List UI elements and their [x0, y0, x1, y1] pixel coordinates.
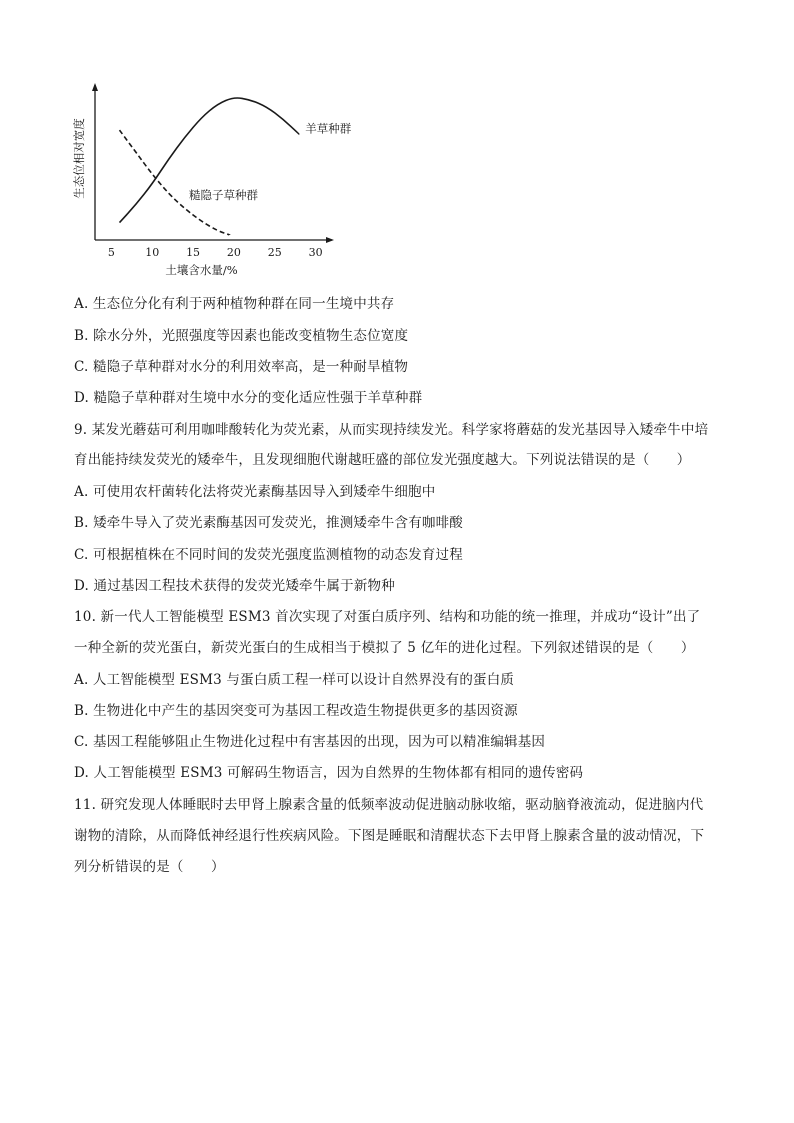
q8-option-b: B. 除水分外，光照强度等因素也能改变植物生态位宽度: [74, 328, 409, 344]
niche-width-chart: [60, 80, 360, 280]
x-tick-label: 15: [186, 246, 201, 259]
x-axis-label: 土壤含水量/%: [165, 263, 238, 277]
x-tick-label: 5: [107, 246, 115, 259]
x-tick-label: 25: [267, 246, 282, 259]
q8-option-c: C. 糙隐子草种群对水分的利用效率高，是一种耐旱植物: [74, 359, 409, 375]
series-line-leymus: [120, 98, 300, 223]
x-tick-label: 30: [308, 246, 323, 259]
q9-stem-line-2: 育出能持续发荧光的矮牵牛，且发现细胞代谢越旺盛的部位发光强度越大。下列说法错误的是（ ）: [74, 452, 691, 468]
q10-stem-line-2: 一种全新的荧光蛋白，新荧光蛋白的生成相当于模拟了 5 亿年的进化过程。下列叙述错误的是（ ）: [74, 640, 695, 656]
series-label-cleistogenes: 糙隐子草种群: [188, 188, 258, 203]
y-axis-label: 生态位相对宽度: [72, 118, 86, 199]
chart-labels: [72, 118, 352, 277]
q10-option-a: A. 人工智能模型 ESM3 与蛋白质工程一样可以设计自然界没有的蛋白质: [74, 672, 515, 688]
q10-option-b: B. 生物进化中产生的基因突变可为基因工程改造生物提供更多的基因资源: [74, 703, 518, 719]
q9-option-b: B. 矮牵牛导入了荧光素酶基因可发荧光，推测矮牵牛含有咖啡酸: [74, 515, 464, 531]
q9-option-a: A. 可使用农杆菌转化法将荧光素酶基因导入到矮牵牛细胞中: [74, 484, 436, 500]
q11-stem-line-2: 谢物的清除，从而降低神经退行性疾病风险。下图是睡眠和清醒状态下去甲肾上腺素含量的波动情况，下: [74, 828, 705, 844]
q10-option-d: D. 人工智能模型 ESM3 可解码生物语言，因为自然界的生物体都有相同的遗传密码: [74, 765, 584, 781]
q11-stem-line-1: 11. 研究发现人体睡眠时去甲肾上腺素含量的低频率波动促进脑动脉收缩，驱动脑脊液流动，促进脑内代: [74, 797, 704, 813]
series-label-leymus: 羊草种群: [305, 121, 352, 136]
q10-stem-line-1: 10. 新一代人工智能模型 ESM3 首次实现了对蛋白质序列、结构和功能的统一推理，并成功“设计”出了: [74, 609, 701, 625]
q10-option-c: C. 基因工程能够阻止生物进化过程中有害基因的出现，因为可以精准编辑基因: [74, 734, 546, 750]
q9-stem-line-1: 9. 某发光蘑菇可利用咖啡酸转化为荧光素，从而实现持续发光。科学家将蘑菇的发光基因导入矮牵牛中培: [74, 422, 709, 438]
y-axis-arrow: [92, 83, 98, 91]
q8-option-d: D. 糙隐子草种群对生境中水分的变化适应性强于羊草种群: [74, 390, 423, 406]
chart-marks: [120, 98, 300, 235]
x-tick-label: 10: [145, 246, 160, 259]
q9-option-d: D. 通过基因工程技术获得的发荧光矮牵牛属于新物种: [74, 578, 395, 594]
q8-option-a: A. 生态位分化有利于两种植物种群在同一生境中共存: [74, 296, 395, 312]
q11-stem-line-3: 列分析错误的是（ ）: [74, 859, 225, 875]
series-line-cleistogenes: [120, 130, 230, 235]
x-axis-arrow: [326, 237, 334, 243]
q9-option-c: C. 可根据植株在不同时间的发荧光强度监测植物的动态发育过程: [74, 547, 463, 563]
x-tick-label: 20: [226, 246, 241, 259]
